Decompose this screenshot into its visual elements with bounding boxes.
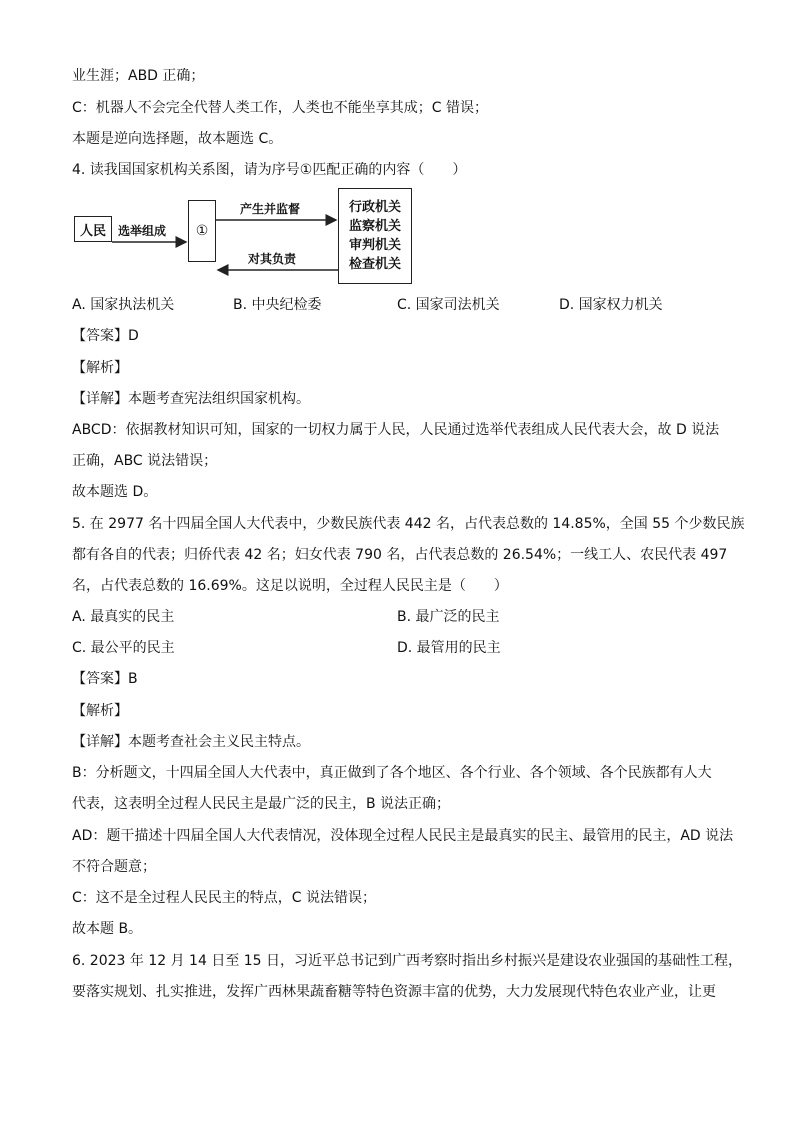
- q4-conclusion: 故本题选 D。: [72, 484, 158, 500]
- text-line: 本题是逆向选择题，故本题选 C。: [72, 131, 283, 147]
- q4-answer: 【答案】D: [72, 328, 139, 344]
- q5-answer: 【答案】B: [72, 671, 138, 687]
- q5-conclusion: 故本题 B。: [72, 921, 143, 937]
- q5-explanation: 代表，这表明全过程人民民主是最广泛的民主，B 说法正确；: [72, 796, 451, 812]
- organ-item: 检查机关: [348, 257, 401, 272]
- q4-explanation: ABCD：依据教材知识可知，国家的一切权力属于人民，人民通过选举代表组成人民代表大会，故 D 说法: [72, 422, 720, 438]
- produce-label: 产生并监督: [240, 202, 301, 216]
- q4-analysis: 【解析】: [72, 360, 128, 376]
- elect-label: 选举组成: [118, 224, 167, 238]
- q5-explanation: 不符合题意；: [72, 859, 156, 875]
- question-6-stem: 要落实规划、扎实推进，发挥广西林果蔬畜糖等特色资源丰富的优势，大力发展现代特色农业产业，让更: [72, 984, 716, 1000]
- question-5-stem: 5. 在 2977 名十四届全国人大代表中，少数民族代表 442 名，占代表总数的 14.85%，全国 55 个少数民族: [72, 516, 745, 532]
- q5-explanation: C：这不是全过程人民民主的特点，C 说法错误；: [72, 890, 376, 906]
- number-one-box: ①: [188, 200, 216, 262]
- question-5-stem: 都有各自的代表；归侨代表 42 名；妇女代表 790 名，占代表总数的 26.54%；一线工人、农民代表 497: [72, 547, 728, 563]
- q5-option-c: C. 最公平的民主: [72, 640, 175, 656]
- q4-option-a: A. 国家执法机关: [72, 297, 175, 313]
- organ-item: 监察机关: [348, 219, 401, 234]
- q5-analysis: 【解析】: [72, 703, 128, 719]
- q5-option-a: A. 最真实的民主: [72, 609, 175, 625]
- q4-option-c: C. 国家司法机关: [397, 297, 500, 313]
- text-line: 业生涯；ABD 正确；: [72, 68, 205, 84]
- question-4-stem: 4. 读我国国家机构关系图，请为序号①匹配正确的内容（ ）: [72, 162, 467, 178]
- state-organs-box: [338, 188, 412, 284]
- q4-option-b: B. 中央纪检委: [233, 297, 322, 313]
- question-6-stem: 6. 2023 年 12 月 14 日至 15 日，习近平总书记到广西考察时指出乡村振兴是建设农业强国的基础性工程，: [72, 953, 743, 969]
- q5-option-b: B. 最广泛的民主: [397, 609, 500, 625]
- people-box: 人民: [74, 216, 112, 242]
- q5-option-d: D. 最管用的民主: [397, 640, 501, 656]
- state-organs-diagram: [72, 188, 422, 288]
- text-line: C：机器人不会完全代替人类工作，人类也不能坐享其成；C 错误；: [72, 100, 488, 116]
- q4-explanation: 正确，ABC 说法错误；: [72, 453, 218, 469]
- q4-option-d: D. 国家权力机关: [559, 297, 663, 313]
- responsible-label: 对其负责: [248, 252, 297, 266]
- q4-detail: 【详解】本题考查宪法组织国家机构。: [72, 391, 310, 407]
- q5-explanation: B：分析题文，十四届全国人大代表中，真正做到了各个地区、各个行业、各个领域、各个民族都有人大: [72, 765, 712, 781]
- organ-item: 行政机关: [348, 200, 401, 215]
- organ-item: 审判机关: [348, 238, 401, 253]
- q5-detail: 【详解】本题考查社会主义民主特点。: [72, 734, 310, 750]
- q5-explanation: AD：题干描述十四届全国人大代表情况，没体现全过程人民民主是最真实的民主、最管用的民主，AD 说法: [72, 828, 734, 844]
- question-5-stem: 名，占代表总数的 16.69%。这足以说明，全过程人民民主是（ ）: [72, 578, 508, 594]
